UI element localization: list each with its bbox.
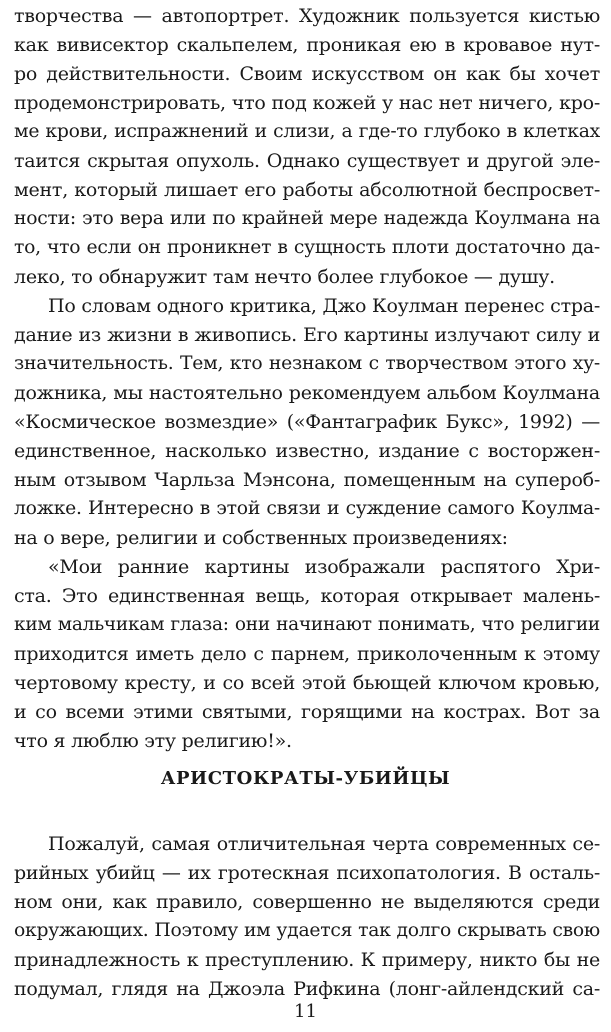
text-line: ро действительности. Своим искусством он как бы хочет [14,63,600,85]
text-line: значительность. Тем, кто незнаком с творчеством этого ху- [14,353,600,374]
text-line: на о вере, религии и собственных произведениях: [14,527,508,549]
text-line: дожника, мы настоятельно рекомендуем альбом Коулмана [14,382,600,404]
text-line: таится скрытая опухоль. Однако существует и другой эле- [14,150,600,172]
text-line: «Космическое возмездие» («Фантаграфик Букс», 1992) — [14,411,600,433]
text-line: леко, то обнаружит там нечто более глубокое — душу. [14,266,555,288]
text-line: продемонстрировать, что под кожей у нас нет ничего, кро- [14,92,600,114]
text-line: единственное, насколько известно, издание с восторжен- [14,440,600,462]
text-line: чертовому кресту, и со всей этой бьющей ключом кровью, [14,672,600,694]
text-line: Пожалуй, самая отличительная черта современных се- [48,833,600,855]
text-line: дание из жизни в живопись. Его картины излучают силу и [14,324,600,346]
text-line: рийных убийц — их гротескная психопатология. В осталь- [14,862,600,884]
page-number: 11 [294,1001,317,1022]
text-line: приходится иметь дело с парнем, приколоченным к этому [14,643,600,665]
text-line: мент, который лишает его работы абсолютной беспросвет- [14,179,600,201]
text-line: ста. Это единственная вещь, которая открывает малень- [14,585,600,607]
text-line: «Мои ранние картины изображали распятого Хри- [48,556,600,578]
text-line: и со всеми этими святыми, горящими на кострах. Вот за [14,701,600,723]
text-line: ном они, как правило, совершенно не выделяются среди [14,891,600,913]
text-line: творчества — автопортрет. Художник пользуется кистью [14,5,600,27]
text-line: ным отзывом Чарльза Мэнсона, помещенным на супероб- [14,469,600,491]
section-heading: АРИСТОКРАТЫ-УБИЙЦЫ [160,768,451,789]
text-line: По словам одного критика, Джо Коулман перенес стра- [48,295,600,317]
text-line: подумал, глядя на Джоэла Рифкина (лонг-айлендский са- [14,978,600,1000]
text-line: ме крови, испражнений и слизи, а где-то глубоко в клетках [14,121,600,142]
text-line: ности: это вера или по крайней мере надежда Коулмана на [14,208,600,229]
text-line: окружающих. Поэтому им удается так долго скрывать свою [14,920,600,941]
text-line: то, что если он проникнет в сущность плоти достаточно да- [14,237,600,258]
text-line: ложке. Интересно в этой связи и суждение самого Коулма- [14,498,600,519]
text-line: что я люблю эту религию!». [14,730,292,752]
text-line: ким мальчикам глаза: они начинают понимать, что религии [14,614,600,635]
text-line: как вивисектор скальпелем, проникая ею в кровавое нут- [14,34,600,56]
text-line: принадлежность к преступлению. К примеру, никто бы не [14,949,600,971]
